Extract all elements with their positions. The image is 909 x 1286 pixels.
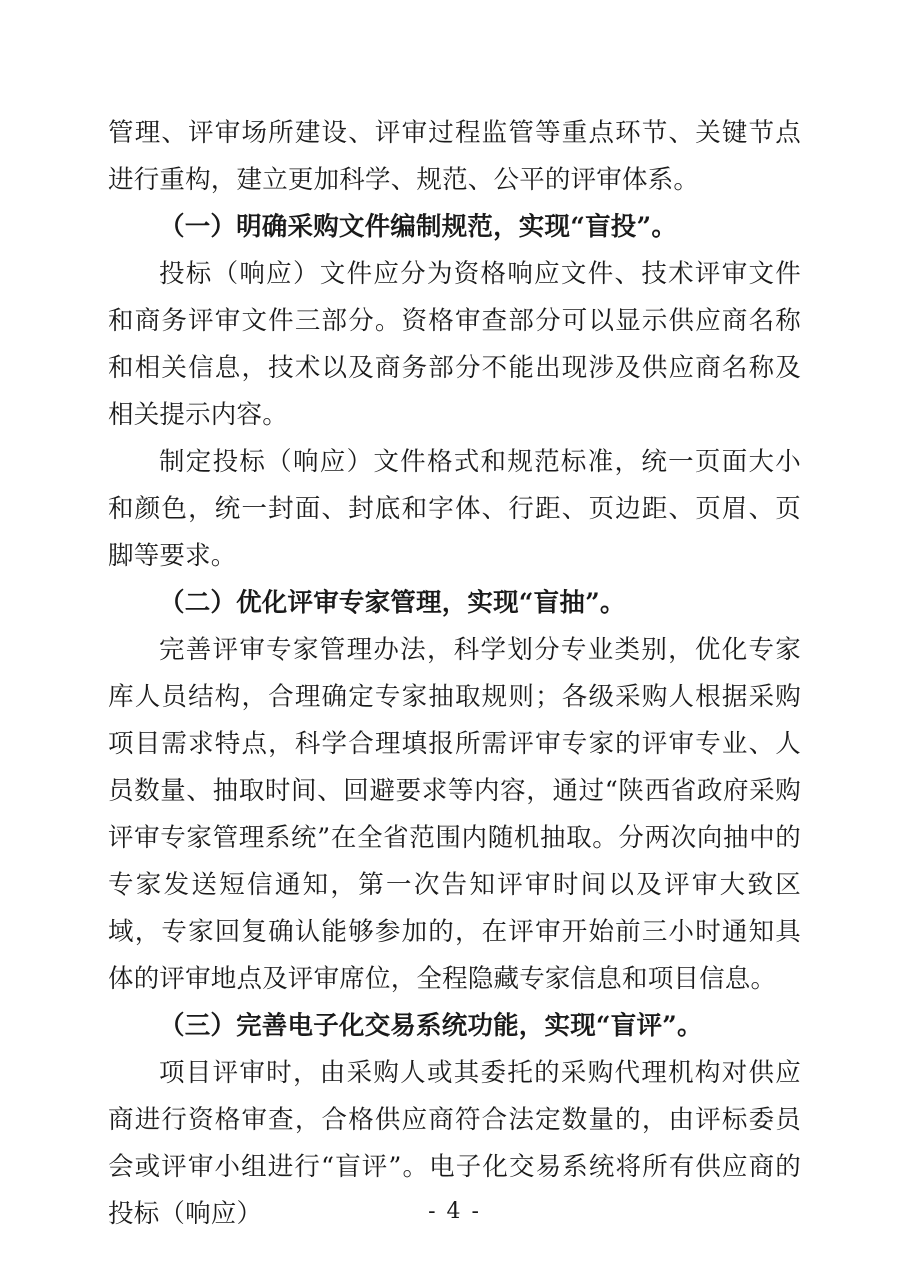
paragraph-one-body-2: 制定投标（响应）文件格式和规范标准，统一页面大小和颜色，统一封面、封底和字体、行距、页边距、页眉、页脚等要求。	[108, 447, 801, 571]
paragraph-one-body-1: 投标（响应）文件应分为资格响应文件、技术评审文件和商务评审文件三部分。资格审查部分可以显示供应商名称和相关信息，技术以及商务部分不能出现涉及供应商名称及相关提示内容。	[108, 259, 801, 430]
paragraph-two-body: 完善评审专家管理办法，科学划分专业类别，优化专家库人员结构，合理确定专家抽取规则；各级采购人根据采购项目需求特点，科学合理填报所需评审专家的评审专业、人员数量、抽取时间、回避要求等内容，通过“陕西省政府采购评审专家管理系统”在全省范围内随机抽取。分两次向抽中的专家发送短信通知，第一次告知评审时间以及评审大致区域，专家回复确认能够参加的，在评审开始前三小时通知具体的评审地点及评审席位，全程隐藏专家信息和项目信息。	[108, 635, 801, 994]
paragraph-heading-two: （二）优化评审专家管理，实现“盲抽”。	[159, 588, 626, 618]
paragraph-heading-one: （一）明确采购文件编制规范，实现“盲投”。	[159, 212, 678, 242]
paragraph-continued: 管理、评审场所建设、评审过程监管等重点环节、关键节点进行重构，建立更加科学、规范、公平的评审体系。	[108, 118, 801, 195]
paragraph-heading-three: （三）完善电子化交易系统功能，实现“盲评”。	[159, 1011, 703, 1041]
page-number: - 4 -	[428, 1199, 481, 1224]
paragraph-three-body: 项目评审时，由采购人或其委托的采购代理机构对供应商进行资格审查，合格供应商符合法定数量的，由评标委员会或评审小组进行“盲评”。电子化交易系统将所有供应商的投标（响应）	[108, 1058, 801, 1229]
document-body	[108, 110, 801, 1238]
